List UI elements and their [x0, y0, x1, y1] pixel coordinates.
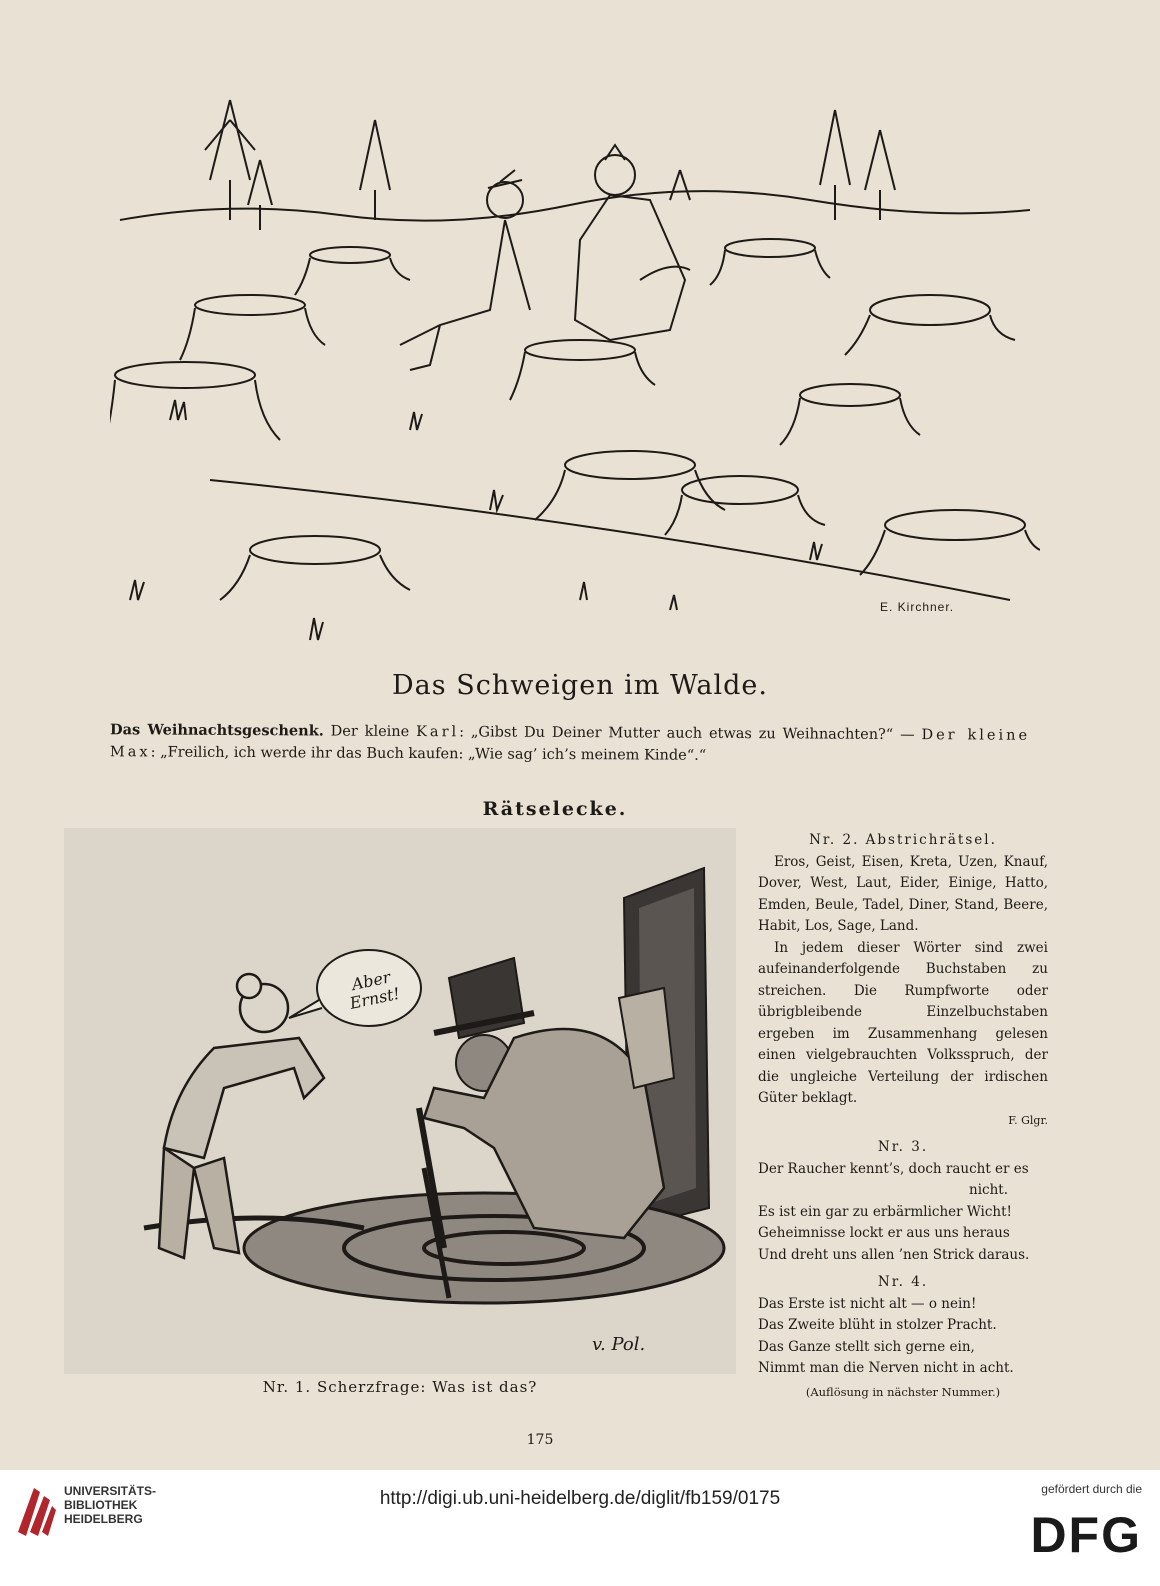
- riddle-4-line: Das Zweite blüht in stolzer Pracht.: [758, 1317, 997, 1333]
- riddle-4-line: Das Erste ist nicht alt — o nein!: [758, 1295, 977, 1312]
- logo-line-2: BIBLIOTHEK: [64, 1498, 138, 1512]
- funded-by-label: gefördert durch die: [1041, 1482, 1142, 1496]
- footer-bar: [0, 1470, 1160, 1586]
- cartoon-signature: v. Pol.: [592, 1334, 646, 1355]
- forest-drawing: [110, 80, 1040, 660]
- speech-bubble-text: Aber Ernst!: [347, 967, 402, 1013]
- dfg-logo: DFG: [1030, 1507, 1142, 1563]
- anecdote-title: Das Weihnachtsgeschenk.: [110, 721, 324, 740]
- cartoon-illustration: [64, 828, 736, 1374]
- riddle-3-line: Und dreht uns allen ’nen Strick daraus.: [758, 1246, 1030, 1263]
- riddle-3-line: Der Raucher kennt’s, doch raucht er es: [758, 1160, 1029, 1177]
- solution-note: (Auflösung in nächster Nummer.): [805, 1384, 1001, 1399]
- riddle-2-author: F. Glgr.: [1008, 1113, 1048, 1127]
- anecdote-name2: Max: [109, 744, 151, 761]
- anecdote-part2: : „Gibst Du Deiner Mutter auch etwas zu Weihnachten?“ —: [459, 724, 922, 744]
- anecdote-name1: Karl: [416, 724, 460, 741]
- anecdote-part1: Der kleine: [323, 723, 417, 741]
- riddle-3-line: nicht.: [969, 1182, 1008, 1198]
- riddle-4-line: Nimmt man die Nerven nicht in acht.: [758, 1360, 1014, 1376]
- page-number: 175: [526, 1432, 554, 1448]
- cartoon-drawing: [64, 828, 736, 1374]
- logo-line-3: HEIDELBERG: [64, 1512, 143, 1526]
- riddle-3-line: Geheimnisse lockt er aus uns heraus: [758, 1225, 1010, 1241]
- riddle-4-line: Das Ganze stellt sich gerne ein,: [758, 1338, 975, 1355]
- section-title: Rätselecke.: [482, 798, 628, 820]
- riddle-3-heading: Nr. 3.: [877, 1139, 929, 1155]
- anecdote-part4: : „Freilich, ich werde ihr das Buch kaufen: „Wie sag’ ich’s meinem Kinde“.“: [150, 744, 707, 764]
- riddle-3-line: Es ist ein gar zu erbärmlicher Wicht!: [758, 1203, 1012, 1220]
- riddle-4-heading: Nr. 4.: [877, 1274, 929, 1290]
- anecdote-part3: Der kleine: [921, 727, 1031, 744]
- cartoon-caption: Nr. 1. Scherzfrage: Was ist das?: [262, 1378, 538, 1396]
- riddle-2-text: In jedem dieser Wörter sind zwei aufeinanderfolgende Buchstaben zu streichen. Die Rumpfworte oder übrigbleibende Einzelbuchstaben ergeben im Zusammenhang gelesen einen vielgebrauchten Volksspruch, der die ungleiche Verteilung der irdischen Güter beklagt.: [758, 939, 1048, 1106]
- riddle-2-heading: Nr. 2. Abstrichrätsel.: [809, 832, 997, 848]
- illustration-signature: E. Kirchner.: [880, 600, 955, 614]
- riddle-2-words: Eros, Geist, Eisen, Kreta, Uzen, Knauf, Dover, West, Laut, Eider, Einige, Hatto, Emden, Beule, Tadel, Diner, Stand, Beere, Habit, Los, Sage, Land.: [758, 853, 1048, 934]
- anecdote-paragraph: [110, 719, 1030, 769]
- forest-illustration: [110, 80, 1040, 660]
- riddle-column: [758, 830, 1048, 1403]
- caption-title: Das Schweigen im Walde.: [392, 670, 768, 701]
- source-url-link[interactable]: http://digi.ub.uni-heidelberg.de/diglit/fb159/0175: [379, 1488, 781, 1509]
- logo-line-1: UNIVERSITÄTS-: [64, 1484, 157, 1498]
